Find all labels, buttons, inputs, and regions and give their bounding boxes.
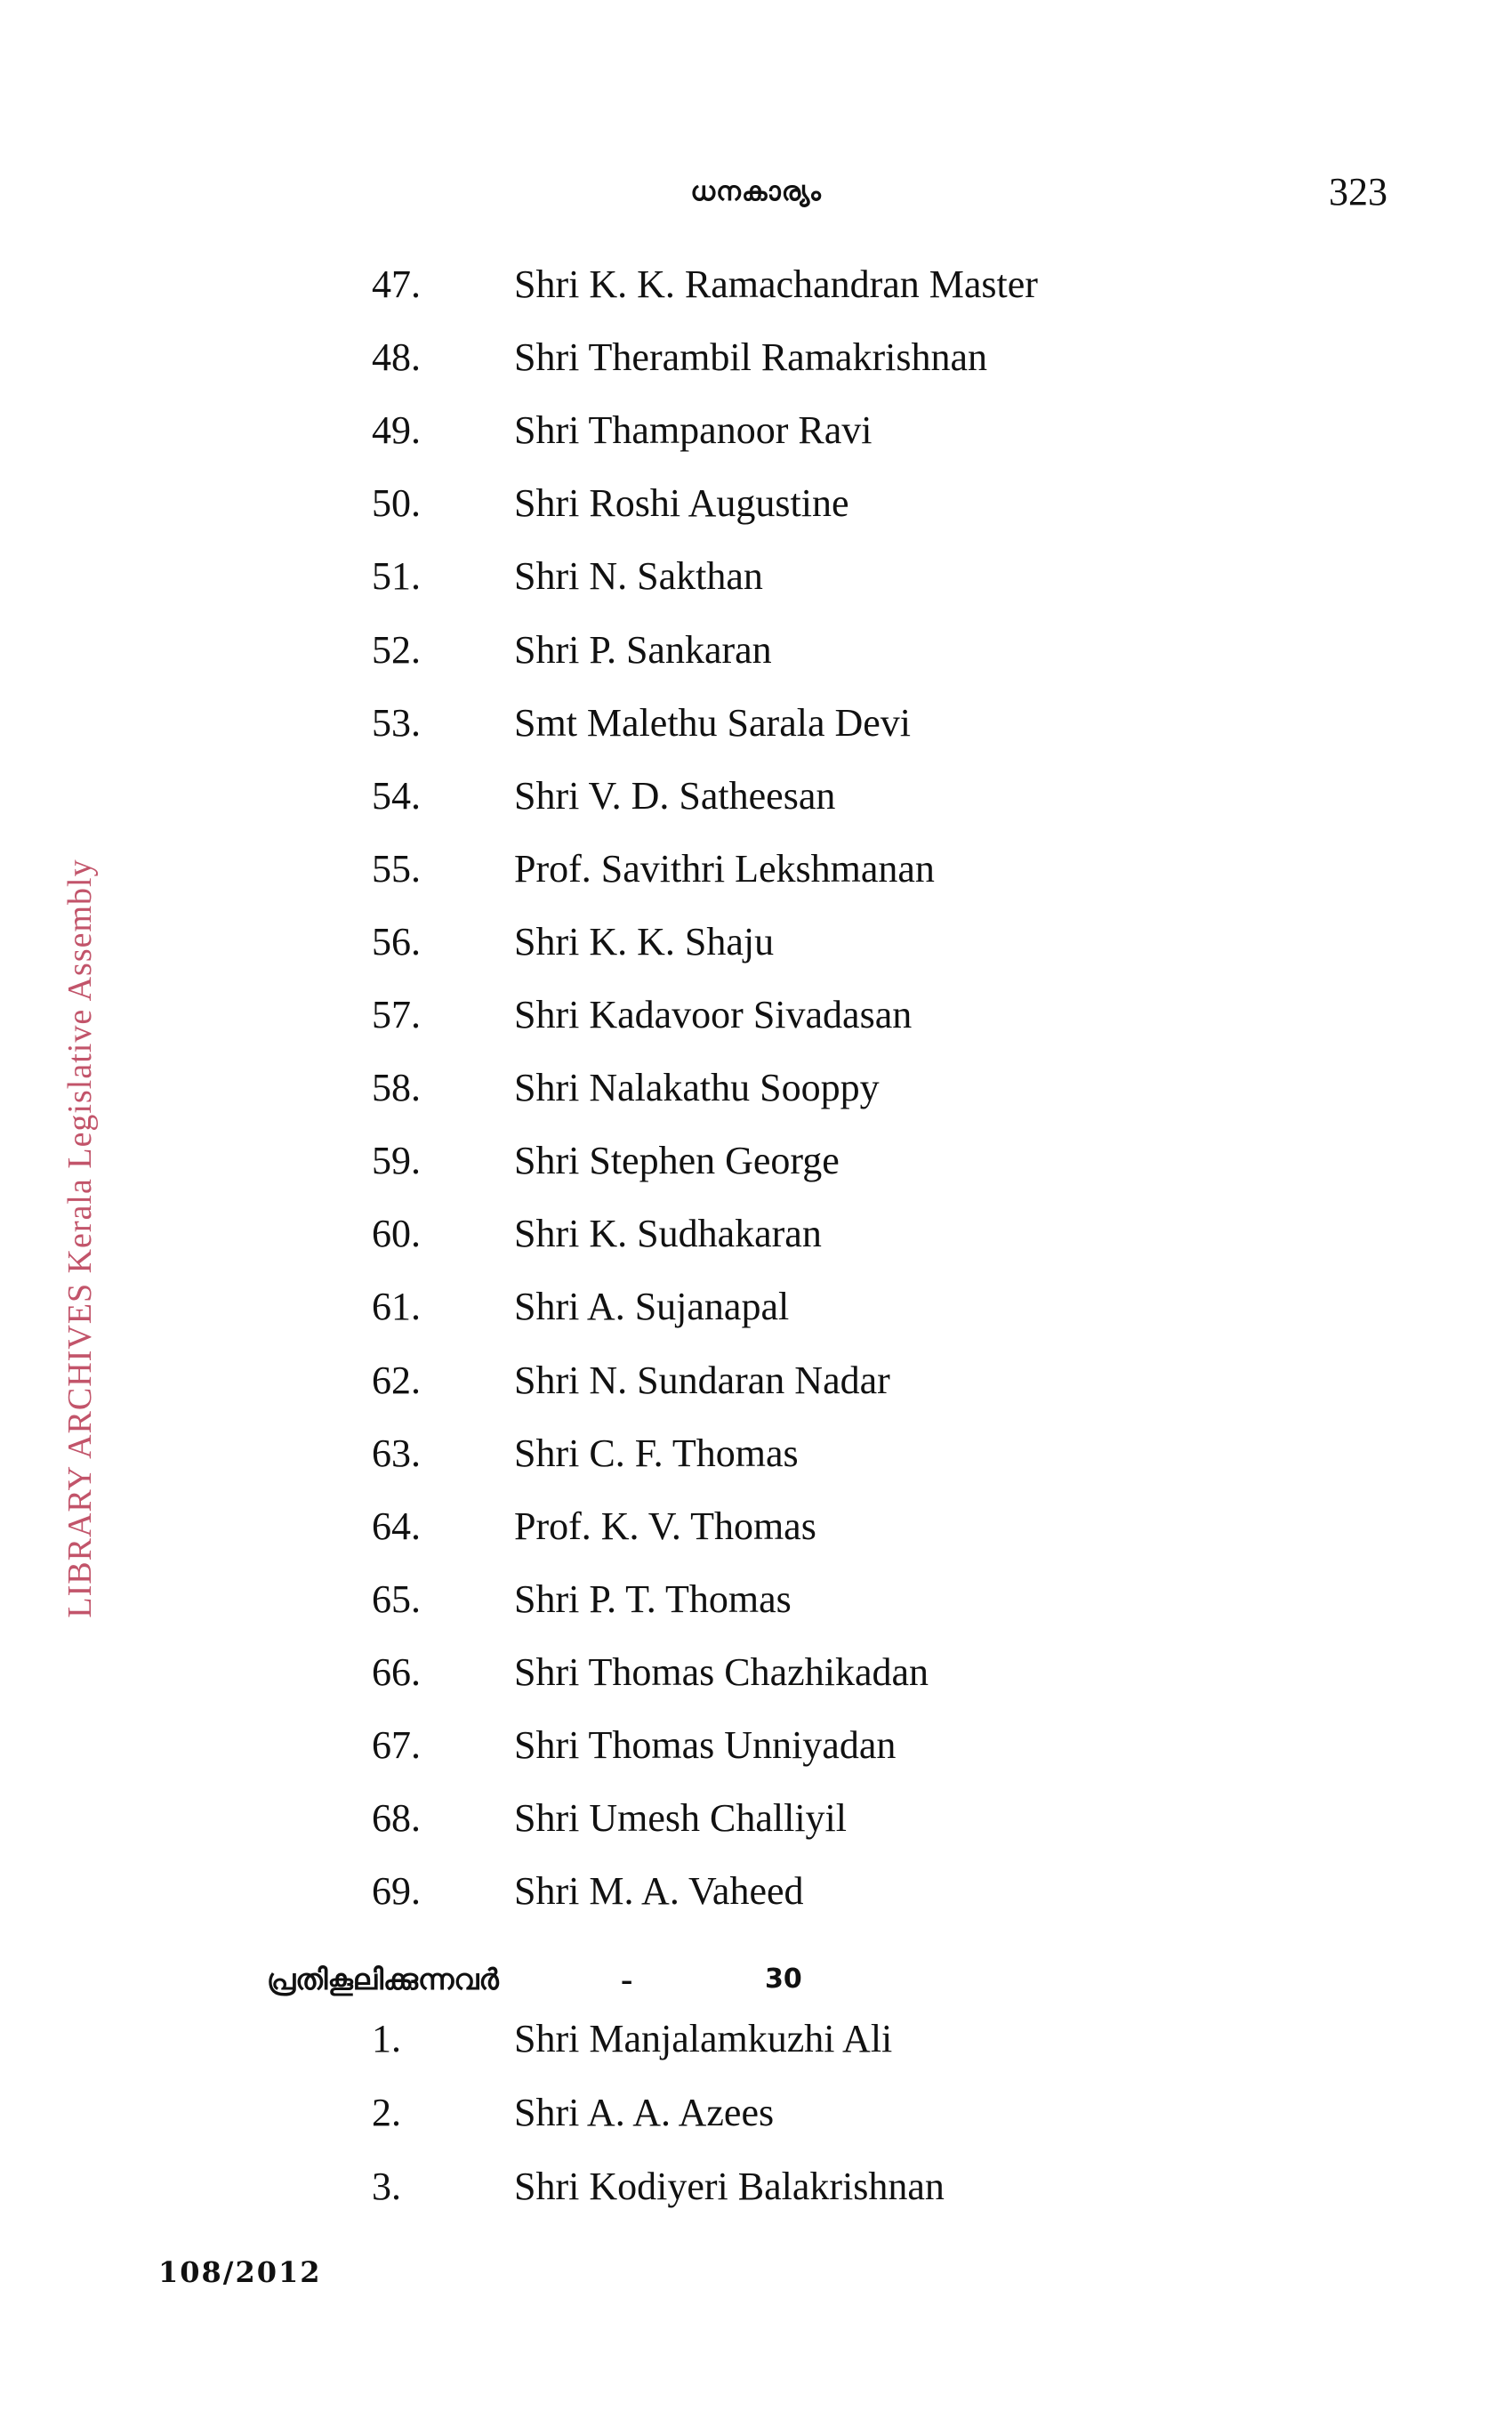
list-item <box>0 2012 1512 2066</box>
member-name: Shri Thampanoor Ravi <box>514 408 873 453</box>
member-name: Shri Kadavoor Sivadasan <box>514 993 913 1036</box>
member-name: Shri V. D. Satheesan <box>514 773 836 818</box>
list-item <box>0 1719 1512 1772</box>
list-item <box>0 1500 1512 1553</box>
member-name: Shri K. K. Ramachandran Master <box>514 262 1038 306</box>
item-number: 51. <box>372 554 421 599</box>
member-name: Shri K. Sudhakaran <box>514 1212 822 1256</box>
member-name: Shri K. K. Shaju <box>514 919 775 964</box>
member-name: Prof. K. V. Thomas <box>514 1504 816 1548</box>
list-item <box>0 915 1512 969</box>
list-item <box>0 1792 1512 1845</box>
list-item <box>0 477 1512 530</box>
member-name: Shri M. A. Vaheed <box>514 1869 804 1914</box>
list-item <box>0 1280 1512 1334</box>
member-name: Shri Roshi Augustine <box>514 481 849 526</box>
item-number: 55. <box>372 846 421 891</box>
item-number: 2. <box>372 2091 401 2134</box>
list-item <box>0 1646 1512 1699</box>
item-number: 56. <box>372 919 421 964</box>
member-name: Shri Kodiyeri Balakrishnan <box>514 2165 945 2208</box>
item-number: 48. <box>372 335 421 380</box>
member-name: Shri Manjalamkuzhi Ali <box>514 2017 893 2060</box>
list-item <box>0 624 1512 677</box>
item-number: 52. <box>372 627 421 672</box>
member-name: Shri A. A. Azees <box>514 2091 775 2134</box>
item-number: 54. <box>372 773 421 818</box>
member-name: Shri A. Sujanapal <box>514 1285 790 1329</box>
list-item <box>0 550 1512 603</box>
list-item <box>0 258 1512 311</box>
item-number: 57. <box>372 993 421 1036</box>
archive-watermark: LIBRARY ARCHIVES Kerala Legislative Assembly <box>61 859 99 1618</box>
member-name: Shri Umesh Challiyil <box>514 1796 847 1841</box>
list-item <box>0 1427 1512 1480</box>
footer-code: 108/2012 <box>158 2255 322 2289</box>
page-header-title: ധനകാര്യം <box>690 176 822 207</box>
item-number: 49. <box>372 408 421 453</box>
list-item <box>0 1354 1512 1407</box>
item-number: 65. <box>372 1576 421 1621</box>
item-number: 63. <box>372 1431 421 1475</box>
item-number: 60. <box>372 1212 421 1256</box>
item-number: 59. <box>372 1139 421 1183</box>
item-number: 1. <box>372 2017 401 2060</box>
item-number: 3. <box>372 2165 401 2208</box>
opposing-count: 30 <box>765 1963 802 1995</box>
member-name: Shri P. T. Thomas <box>514 1576 792 1621</box>
member-name: Shri Thomas Chazhikadan <box>514 1649 929 1694</box>
member-name: Shri N. Sundaran Nadar <box>514 1358 890 1402</box>
item-number: 58. <box>372 1066 421 1110</box>
member-name: Shri Therambil Ramakrishnan <box>514 335 987 380</box>
member-name: Shri Stephen George <box>514 1139 840 1183</box>
member-name: Shri Nalakathu Sooppy <box>514 1066 880 1110</box>
list-item <box>0 404 1512 457</box>
item-number: 50. <box>372 481 421 526</box>
list-item <box>0 697 1512 750</box>
item-number: 47. <box>372 262 421 306</box>
member-name: Smt Malethu Sarala Devi <box>514 700 912 745</box>
item-number: 53. <box>372 700 421 745</box>
item-number: 62. <box>372 1358 421 1402</box>
list-item <box>0 988 1512 1042</box>
list-item <box>0 843 1512 896</box>
list-item <box>0 1061 1512 1115</box>
member-name: Shri P. Sankaran <box>514 627 772 672</box>
member-name: Prof. Savithri Lekshmanan <box>514 846 935 891</box>
list-item <box>0 1134 1512 1188</box>
member-name: Shri C. F. Thomas <box>514 1431 799 1475</box>
item-number: 68. <box>372 1796 421 1841</box>
member-name: Shri Thomas Unniyadan <box>514 1723 897 1767</box>
item-number: 66. <box>372 1649 421 1694</box>
opposing-section-heading <box>267 1953 802 2006</box>
opposing-section-label: പ്രതികൂലിക്കുന്നവർ <box>267 1963 499 1996</box>
member-name: Shri N. Sakthan <box>514 554 763 599</box>
list-item <box>0 1207 1512 1261</box>
list-item <box>0 1573 1512 1626</box>
item-number: 67. <box>372 1723 421 1767</box>
item-number: 64. <box>372 1504 421 1548</box>
list-item <box>0 2086 1512 2140</box>
page-number: 323 <box>1329 170 1387 214</box>
list-item <box>0 2160 1512 2213</box>
item-number: 69. <box>372 1869 421 1914</box>
section-dash: - <box>621 1959 633 1999</box>
list-item <box>0 770 1512 823</box>
list-item <box>0 331 1512 384</box>
item-number: 61. <box>372 1285 421 1329</box>
list-item <box>0 1865 1512 1918</box>
